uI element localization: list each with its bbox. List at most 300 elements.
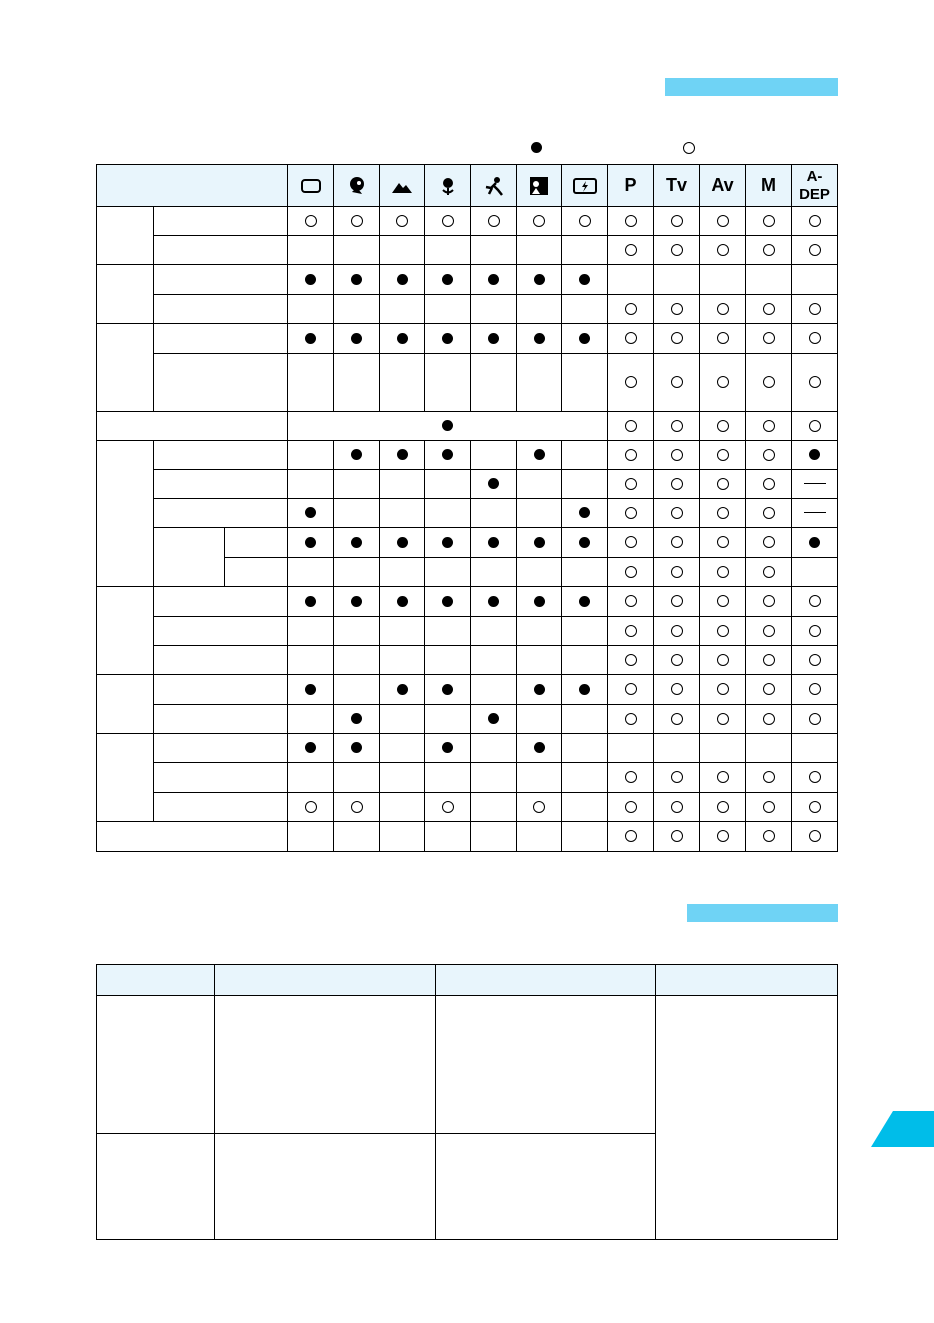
mode-cell: [380, 265, 425, 295]
mode-cell: [380, 295, 425, 324]
header-cell-2: [215, 965, 436, 996]
row-label-cell: [97, 734, 154, 822]
filled-dot-icon: [488, 478, 499, 489]
hollow-circle-icon: [809, 771, 821, 783]
mode-cell: [517, 265, 562, 295]
mode-cell: [471, 587, 517, 617]
mode-cell: [792, 412, 838, 441]
filled-dot-icon: [397, 449, 408, 460]
mode-cell: [517, 646, 562, 675]
manual-mode: M: [746, 165, 792, 207]
filled-dot-icon: [579, 596, 590, 607]
mode-cell: [517, 499, 562, 528]
sports-icon: [471, 165, 517, 207]
hollow-circle-icon: [763, 376, 775, 388]
row-label-cell: [97, 441, 154, 587]
night-portrait-icon: [517, 165, 562, 207]
hollow-circle-icon: [671, 449, 683, 461]
mode-cell: [700, 412, 746, 441]
mode-cell: [700, 265, 746, 295]
mode-cell: [792, 354, 838, 412]
aperture-priority-mode: Av: [700, 165, 746, 207]
mode-cell: [562, 265, 608, 295]
header-cell-1: [97, 965, 215, 996]
hollow-circle-icon: [717, 376, 729, 388]
mode-cell: [334, 793, 380, 822]
mode-cell: [288, 705, 334, 734]
mode-cell: [517, 675, 562, 705]
hollow-circle-icon: [809, 595, 821, 607]
mode-cell: [288, 822, 334, 852]
hollow-circle-icon: [625, 303, 637, 315]
filled-dot-icon: [534, 684, 545, 695]
mode-cell: [334, 675, 380, 705]
mode-cell: [654, 441, 700, 470]
mode-cell: [380, 705, 425, 734]
mode-cell: [746, 236, 792, 265]
mode-cell: [654, 587, 700, 617]
filled-dot-icon: [351, 596, 362, 607]
table-row: [97, 734, 838, 763]
row-label-cell: [154, 793, 288, 822]
hollow-circle-icon: [809, 713, 821, 725]
filled-dot-icon: [442, 596, 453, 607]
mode-cell: [700, 236, 746, 265]
filled-dot-icon: [351, 742, 362, 753]
hollow-circle-icon: [625, 830, 637, 842]
mode-cell: [334, 734, 380, 763]
mode-cell: [334, 295, 380, 324]
mode-cell: [288, 734, 334, 763]
mode-cell: [792, 236, 838, 265]
hollow-circle-icon: [671, 566, 683, 578]
mode-cell: [334, 499, 380, 528]
hollow-circle-icon: [717, 507, 729, 519]
filled-dot-icon: [579, 333, 590, 344]
mode-cell: [334, 265, 380, 295]
row-label-cell: [154, 354, 288, 412]
hollow-circle-icon: [625, 654, 637, 666]
mode-function-table: [96, 164, 838, 852]
mode-cell: [654, 499, 700, 528]
filled-dot-icon: [351, 333, 362, 344]
mode-cell: [471, 675, 517, 705]
hollow-circle-icon: [763, 332, 775, 344]
mode-cell: [380, 646, 425, 675]
mode-cell: [562, 793, 608, 822]
mode-cell: [792, 207, 838, 236]
row-label-cell: [97, 265, 154, 324]
hollow-circle-icon: [717, 830, 729, 842]
filled-dot-icon: [442, 420, 453, 431]
mode-cell: [792, 499, 838, 528]
filled-dot-icon: [579, 507, 590, 518]
mode-cell: [517, 236, 562, 265]
mode-cell: [654, 558, 700, 587]
table-row: [97, 822, 838, 852]
closeup-icon: [425, 165, 471, 207]
hollow-circle-icon: [625, 420, 637, 432]
hollow-circle-icon: [717, 713, 729, 725]
filled-dot-icon: [442, 333, 453, 344]
flash-off-icon: [562, 165, 608, 207]
hollow-circle-icon: [763, 595, 775, 607]
hollow-circle-icon: [763, 507, 775, 519]
filled-dot-icon: [579, 274, 590, 285]
filled-dot-icon: [534, 742, 545, 753]
mode-cell: [654, 236, 700, 265]
mode-cell: [746, 705, 792, 734]
mode-cell: [654, 763, 700, 793]
mode-cell: [334, 207, 380, 236]
auto-dep-mode: A-DEP: [792, 165, 838, 207]
mode-cell: [608, 295, 654, 324]
mode-cell: [746, 587, 792, 617]
mode-cell: [700, 441, 746, 470]
header-cell-4: [656, 965, 838, 996]
mode-cell: [517, 734, 562, 763]
mode-cell: [654, 354, 700, 412]
mode-cell: [425, 207, 471, 236]
hollow-circle-icon: [717, 625, 729, 637]
hollow-circle-icon: [671, 771, 683, 783]
mode-cell: [746, 734, 792, 763]
cell: [656, 996, 838, 1240]
row-label-cell: [97, 587, 154, 675]
table-row: [97, 295, 838, 324]
hollow-circle-icon: [717, 566, 729, 578]
filled-dot-icon: [442, 742, 453, 753]
filled-dot-icon: [534, 596, 545, 607]
hollow-circle-icon: [671, 244, 683, 256]
mode-cell: [608, 207, 654, 236]
dash-icon: [804, 512, 826, 513]
mode-cell: [380, 354, 425, 412]
mode-cell: [746, 822, 792, 852]
table-row: [97, 646, 838, 675]
hollow-circle-icon: [809, 215, 821, 227]
mode-cell: [608, 528, 654, 558]
filled-dot-icon: [579, 684, 590, 695]
hollow-circle-icon: [809, 332, 821, 344]
table-row: [97, 441, 838, 470]
mode-cell: [746, 558, 792, 587]
row-label-cell: [154, 265, 288, 295]
mode-cell: [425, 646, 471, 675]
hollow-circle-icon: [763, 830, 775, 842]
mode-cell: [792, 646, 838, 675]
mode-cell: [517, 354, 562, 412]
mode-cell: [700, 558, 746, 587]
hollow-circle-icon: [671, 303, 683, 315]
mode-cell: [700, 499, 746, 528]
mode-cell: [288, 587, 334, 617]
mode-cell: [334, 646, 380, 675]
filled-dot-icon: [397, 684, 408, 695]
filled-dot-icon: [397, 274, 408, 285]
mode-cell: [288, 324, 334, 354]
hollow-circle-icon: [671, 478, 683, 490]
mode-cell: [425, 763, 471, 793]
hollow-circle-icon: [671, 507, 683, 519]
hollow-circle-icon: [717, 303, 729, 315]
mode-cell: [700, 763, 746, 793]
filled-dot-icon: [442, 274, 453, 285]
mode-cell: [288, 793, 334, 822]
hollow-circle-icon: [625, 376, 637, 388]
mode-cell: [517, 763, 562, 793]
hollow-circle-icon: [625, 244, 637, 256]
mode-cell: [608, 470, 654, 499]
hollow-circle-icon: [763, 566, 775, 578]
hollow-circle-icon: [671, 332, 683, 344]
mode-cell: [425, 734, 471, 763]
mode-cell: [380, 207, 425, 236]
mode-cell: [562, 822, 608, 852]
mode-cell: [746, 499, 792, 528]
mode-cell: [562, 558, 608, 587]
filled-dot-icon: [534, 333, 545, 344]
hollow-circle-icon: [717, 683, 729, 695]
hollow-circle-icon: [625, 595, 637, 607]
table-row: [97, 528, 838, 558]
filled-dot-icon: [305, 742, 316, 753]
mode-cell: [288, 265, 334, 295]
table-row: [97, 705, 838, 734]
filled-dot-icon: [305, 274, 316, 285]
table-row: [97, 793, 838, 822]
filled-dot-icon: [442, 684, 453, 695]
hollow-circle-icon: [671, 536, 683, 548]
mode-cell: [700, 793, 746, 822]
mode-cell: [288, 763, 334, 793]
portrait-icon: [334, 165, 380, 207]
mode-cell: [425, 528, 471, 558]
row-label-cell: [154, 646, 288, 675]
mode-cell: [700, 324, 746, 354]
mode-cell: [380, 528, 425, 558]
filled-dot-icon: [305, 507, 316, 518]
row-label-cell: [154, 675, 288, 705]
mode-cell: [334, 558, 380, 587]
second-table: [96, 964, 838, 1240]
mode-cell: [792, 617, 838, 646]
mode-cell: [517, 822, 562, 852]
mode-cell: [517, 295, 562, 324]
filled-dot-icon: [305, 596, 316, 607]
hollow-circle-icon: [625, 332, 637, 344]
cell: [436, 996, 656, 1134]
mode-cell: [471, 470, 517, 499]
mode-cell: [380, 734, 425, 763]
mode-cell: [380, 558, 425, 587]
mode-cell: [380, 236, 425, 265]
filled-dot-icon: [305, 684, 316, 695]
hollow-circle-icon: [671, 420, 683, 432]
row-label-cell: [154, 734, 288, 763]
function-header-cell: [97, 165, 288, 207]
mode-cell: [700, 470, 746, 499]
row-label-cell: [97, 324, 154, 412]
filled-dot-icon: [305, 537, 316, 548]
mode-cell: [334, 587, 380, 617]
mode-cell: [608, 558, 654, 587]
mode-cell: [792, 705, 838, 734]
hollow-circle-icon: [671, 625, 683, 637]
mode-cell: [746, 324, 792, 354]
hollow-circle-icon: [809, 683, 821, 695]
mode-cell: [608, 499, 654, 528]
hollow-circle-icon: [625, 683, 637, 695]
hollow-circle-icon: [396, 215, 408, 227]
mode-cell: [700, 705, 746, 734]
filled-dot-icon: [534, 274, 545, 285]
mode-cell: [517, 705, 562, 734]
row-label-cell: [154, 587, 288, 617]
filled-dot-icon: [397, 596, 408, 607]
mode-cell: [288, 646, 334, 675]
mode-cell: [654, 734, 700, 763]
mode-cell: [700, 354, 746, 412]
mode-cell: [792, 558, 838, 587]
hollow-circle-icon: [625, 771, 637, 783]
table-row: [97, 412, 838, 441]
mode-cell: [608, 441, 654, 470]
mode-cell: [562, 646, 608, 675]
mode-cell: [700, 822, 746, 852]
mode-cell: [425, 793, 471, 822]
mode-cell: [334, 324, 380, 354]
mode-cell: [380, 822, 425, 852]
hollow-circle-icon: [625, 215, 637, 227]
hollow-circle-icon: [671, 801, 683, 813]
hollow-circle-icon: [305, 215, 317, 227]
mode-cell: [608, 675, 654, 705]
filled-dot-icon: [305, 333, 316, 344]
mode-cell: [608, 354, 654, 412]
mode-cell: [471, 617, 517, 646]
mode-cell: [288, 295, 334, 324]
hollow-circle-icon: [809, 303, 821, 315]
mode-cell: [654, 793, 700, 822]
mode-cell: [562, 295, 608, 324]
mode-cell: [425, 295, 471, 324]
mode-cell: [700, 587, 746, 617]
hollow-circle-icon: [809, 801, 821, 813]
mode-cell: [471, 265, 517, 295]
filled-dot-icon: [488, 537, 499, 548]
mode-cell: [380, 793, 425, 822]
mode-cell: [608, 324, 654, 354]
mode-cell: [334, 617, 380, 646]
mode-cell: [700, 207, 746, 236]
mode-cell: [608, 617, 654, 646]
mode-cell: [471, 236, 517, 265]
row-label-cell: [97, 675, 154, 734]
mode-cell: [288, 528, 334, 558]
hollow-circle-icon: [763, 303, 775, 315]
mode-cell: [471, 793, 517, 822]
mode-cell: [425, 441, 471, 470]
cell: [215, 1134, 436, 1240]
row-label-cell: [154, 499, 288, 528]
mode-cell: [608, 734, 654, 763]
mode-cell: [654, 646, 700, 675]
mode-cell: [380, 470, 425, 499]
mode-cell: [425, 354, 471, 412]
filled-dot-icon: [397, 333, 408, 344]
mode-cell: [562, 499, 608, 528]
hollow-circle-icon: [671, 683, 683, 695]
cell: [97, 996, 215, 1134]
mode-cell: [746, 207, 792, 236]
merged-basic-zone-cell: [288, 412, 608, 441]
filled-dot-icon: [488, 596, 499, 607]
row-label-cell: [225, 558, 288, 587]
hollow-circle-icon: [533, 215, 545, 227]
mode-cell: [792, 675, 838, 705]
mode-cell: [654, 324, 700, 354]
hollow-circle-icon: [717, 771, 729, 783]
mode-cell: [380, 675, 425, 705]
hollow-circle-icon: [625, 566, 637, 578]
mode-cell: [380, 499, 425, 528]
second-table-header: [97, 965, 838, 996]
hollow-circle-icon: [671, 215, 683, 227]
hollow-circle-icon: [763, 478, 775, 490]
mode-cell: [562, 354, 608, 412]
hollow-circle-icon: [533, 801, 545, 813]
filled-dot-icon: [442, 537, 453, 548]
hollow-circle-icon: [763, 215, 775, 227]
hollow-circle-icon: [809, 376, 821, 388]
filled-dot-icon: [488, 274, 499, 285]
row-label-cell: [154, 236, 288, 265]
mode-cell: [654, 207, 700, 236]
hollow-circle-icon: [625, 449, 637, 461]
mode-cell: [471, 441, 517, 470]
mode-cell: [471, 734, 517, 763]
mode-cell: [746, 646, 792, 675]
filled-dot-icon: [442, 449, 453, 460]
mode-cell: [380, 587, 425, 617]
mode-cell: [562, 705, 608, 734]
mode-cell: [746, 617, 792, 646]
hollow-circle-icon: [763, 625, 775, 637]
mode-cell: [608, 705, 654, 734]
filled-dot-icon: [534, 449, 545, 460]
mode-cell: [517, 558, 562, 587]
mode-cell: [562, 207, 608, 236]
mode-cell: [425, 236, 471, 265]
mode-cell: [425, 499, 471, 528]
mode-cell: [608, 236, 654, 265]
mode-cell: [792, 587, 838, 617]
hollow-circle-icon: [763, 449, 775, 461]
mode-cell: [746, 354, 792, 412]
mode-cell: [746, 675, 792, 705]
hollow-circle-icon: [717, 536, 729, 548]
mode-cell: [792, 324, 838, 354]
mode-cell: [746, 412, 792, 441]
mode-cell: [746, 441, 792, 470]
mode-cell: [517, 470, 562, 499]
mode-cell: [380, 763, 425, 793]
mode-cell: [608, 587, 654, 617]
mode-cell: [380, 324, 425, 354]
mode-cell: [471, 763, 517, 793]
hollow-circle-icon: [809, 654, 821, 666]
